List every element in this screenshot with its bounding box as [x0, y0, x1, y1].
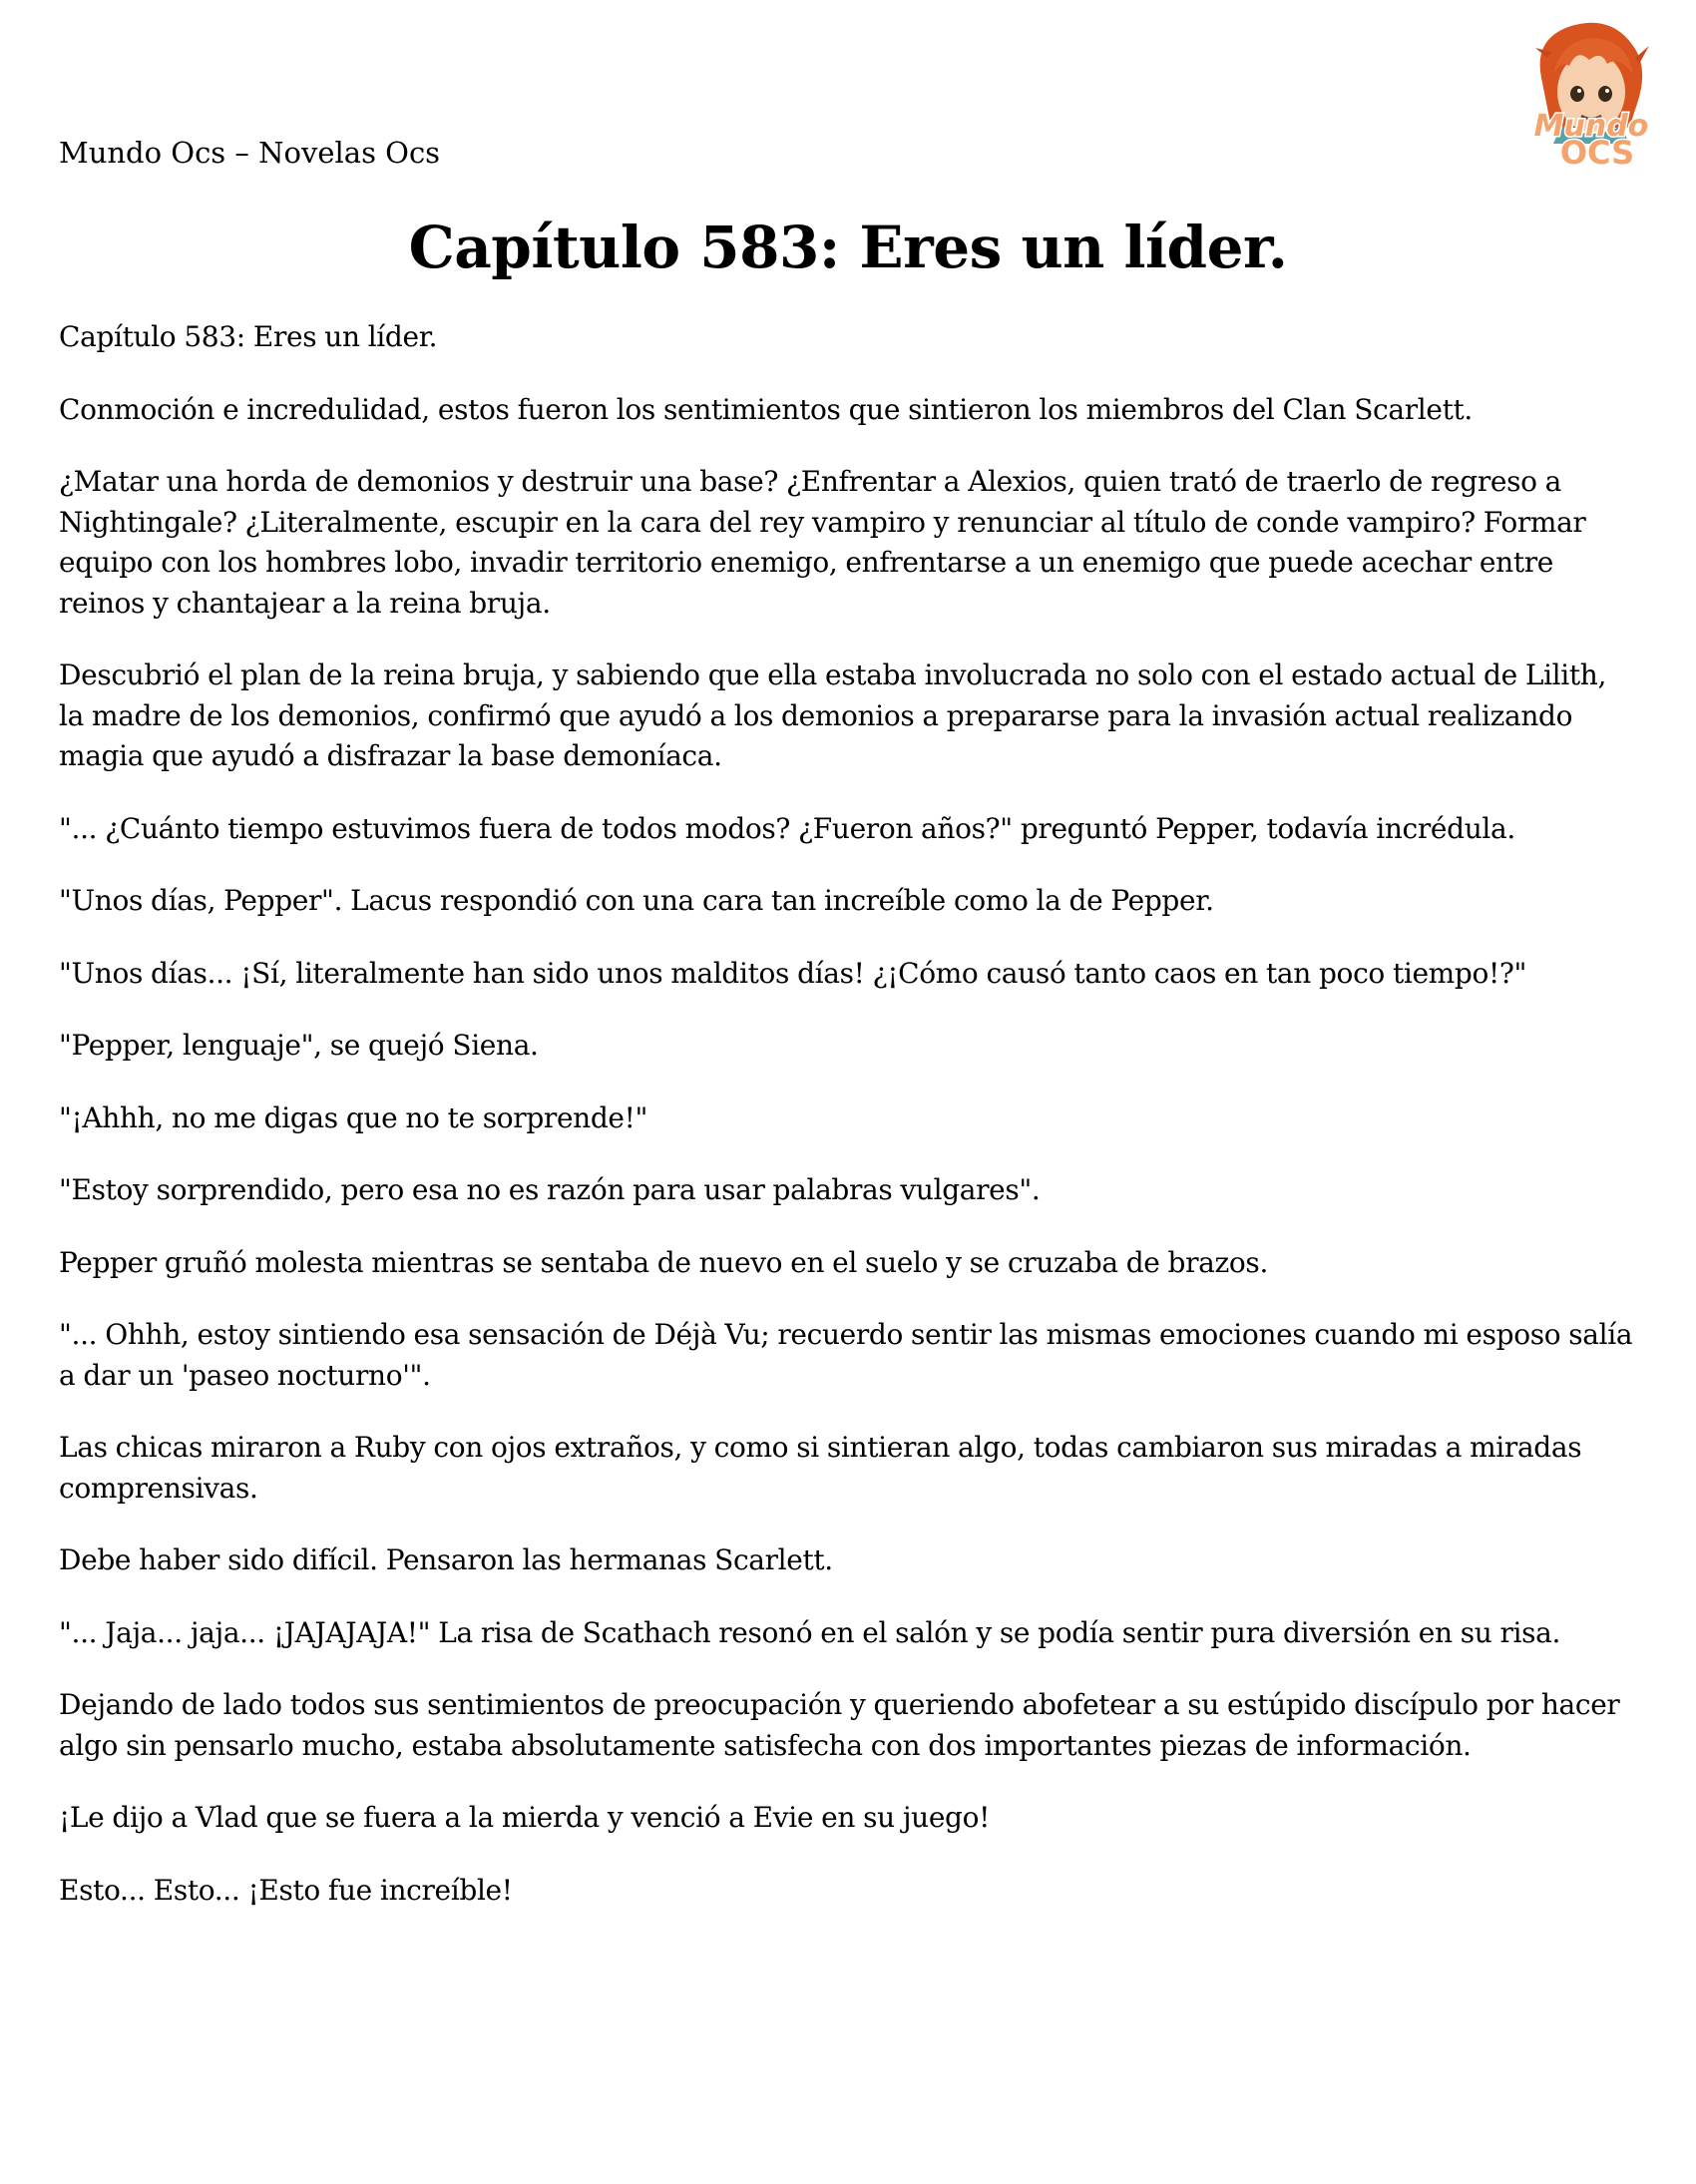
- paragraph: Capítulo 583: Eres un líder.: [59, 320, 438, 353]
- paragraph: Dejando de lado todos sus sentimientos de preocupación y queriendo abofetear a su estúpido discípulo por hacer algo sin pensarlo mucho, estaba absolutamente satisfecha con dos importantes piezas de información.: [59, 1688, 1620, 1762]
- paragraph: ¡Le dijo a Vlad que se fuera a la mierda y venció a Evie en su juego!: [59, 1801, 991, 1834]
- paragraph: ¿Matar una horda de demonios y destruir una base? ¿Enfrentar a Alexios, quien trató de traerlo de regreso a Nightingale? ¿Literalmente, escupir en la cara del rey vampiro y renunciar al título de conde vampiro? Formar equipo con los hombres lobo, invadir territorio enemigo, enfrentarse a un enemigo que puede acechar entre reinos y chantajear a la reina bruja.: [59, 465, 1586, 620]
- chapter-title: Capítulo 583: Eres un líder.: [408, 214, 1288, 281]
- paragraph: "¡Ahhh, no me digas que no te sorprende!": [59, 1100, 648, 1134]
- paragraph: Las chicas miraron a Ruby con ojos extraños, y como si sintieran algo, todas cambiaron sus miradas a miradas comprensivas.: [59, 1431, 1582, 1505]
- paragraph: "Unos días... ¡Sí, literalmente han sido unos malditos días! ¿¡Cómo causó tanto caos en tan poco tiempo!?": [59, 956, 1527, 990]
- paragraph: "Estoy sorprendido, pero esa no es razón para usar palabras vulgares".: [59, 1173, 1041, 1206]
- site-header: Mundo Ocs – Novelas Ocs: [59, 136, 441, 170]
- paragraph: "Unos días, Pepper". Lacus respondió con una cara tan increíble como la de Pepper.: [59, 884, 1214, 917]
- paragraph: Descubrió el plan de la reina bruja, y sabiendo que ella estaba involucrada no solo con el estado actual de Lilith, la madre de los demonios, confirmó que ayudó a los demonios a prepararse para la invasión actual realizando magia que ayudó a disfrazar la base demoníaca.: [59, 658, 1607, 772]
- paragraph: "Pepper, lenguaje", se quejó Siena.: [59, 1029, 539, 1062]
- paragraph: Conmoción e incredulidad, estos fueron los sentimientos que sintieron los miembros del Clan Scarlett.: [59, 392, 1473, 426]
- paragraph: "... ¿Cuánto tiempo estuvimos fuera de todos modos? ¿Fueron años?" preguntó Pepper, todavía incrédula.: [59, 811, 1515, 845]
- anime-avatar-logo-icon: [1511, 18, 1671, 170]
- chapter-body: [59, 317, 1637, 1943]
- paragraph: "... Jaja... jaja... ¡JAJAJAJA!" La risa de Scathach resonó en el salón y se podía sentir pura diversión en su risa.: [59, 1615, 1561, 1649]
- logo-text-bottom: OCS: [1559, 134, 1635, 170]
- paragraph: "... Ohhh, estoy sintiendo esa sensación de Déjà Vu; recuerdo sentir las mismas emociones cuando mi esposo salía a dar un 'paseo nocturno'".: [59, 1318, 1633, 1392]
- paragraph: Esto... Esto... ¡Esto fue increíble!: [59, 1873, 513, 1907]
- logo-text-top: Mundo: [1533, 109, 1649, 144]
- paragraph: Pepper gruñó molesta mientras se sentaba de nuevo en el suelo y se cruzaba de brazos.: [59, 1245, 1268, 1279]
- paragraph: Debe haber sido difícil. Pensaron las hermanas Scarlett.: [59, 1543, 833, 1576]
